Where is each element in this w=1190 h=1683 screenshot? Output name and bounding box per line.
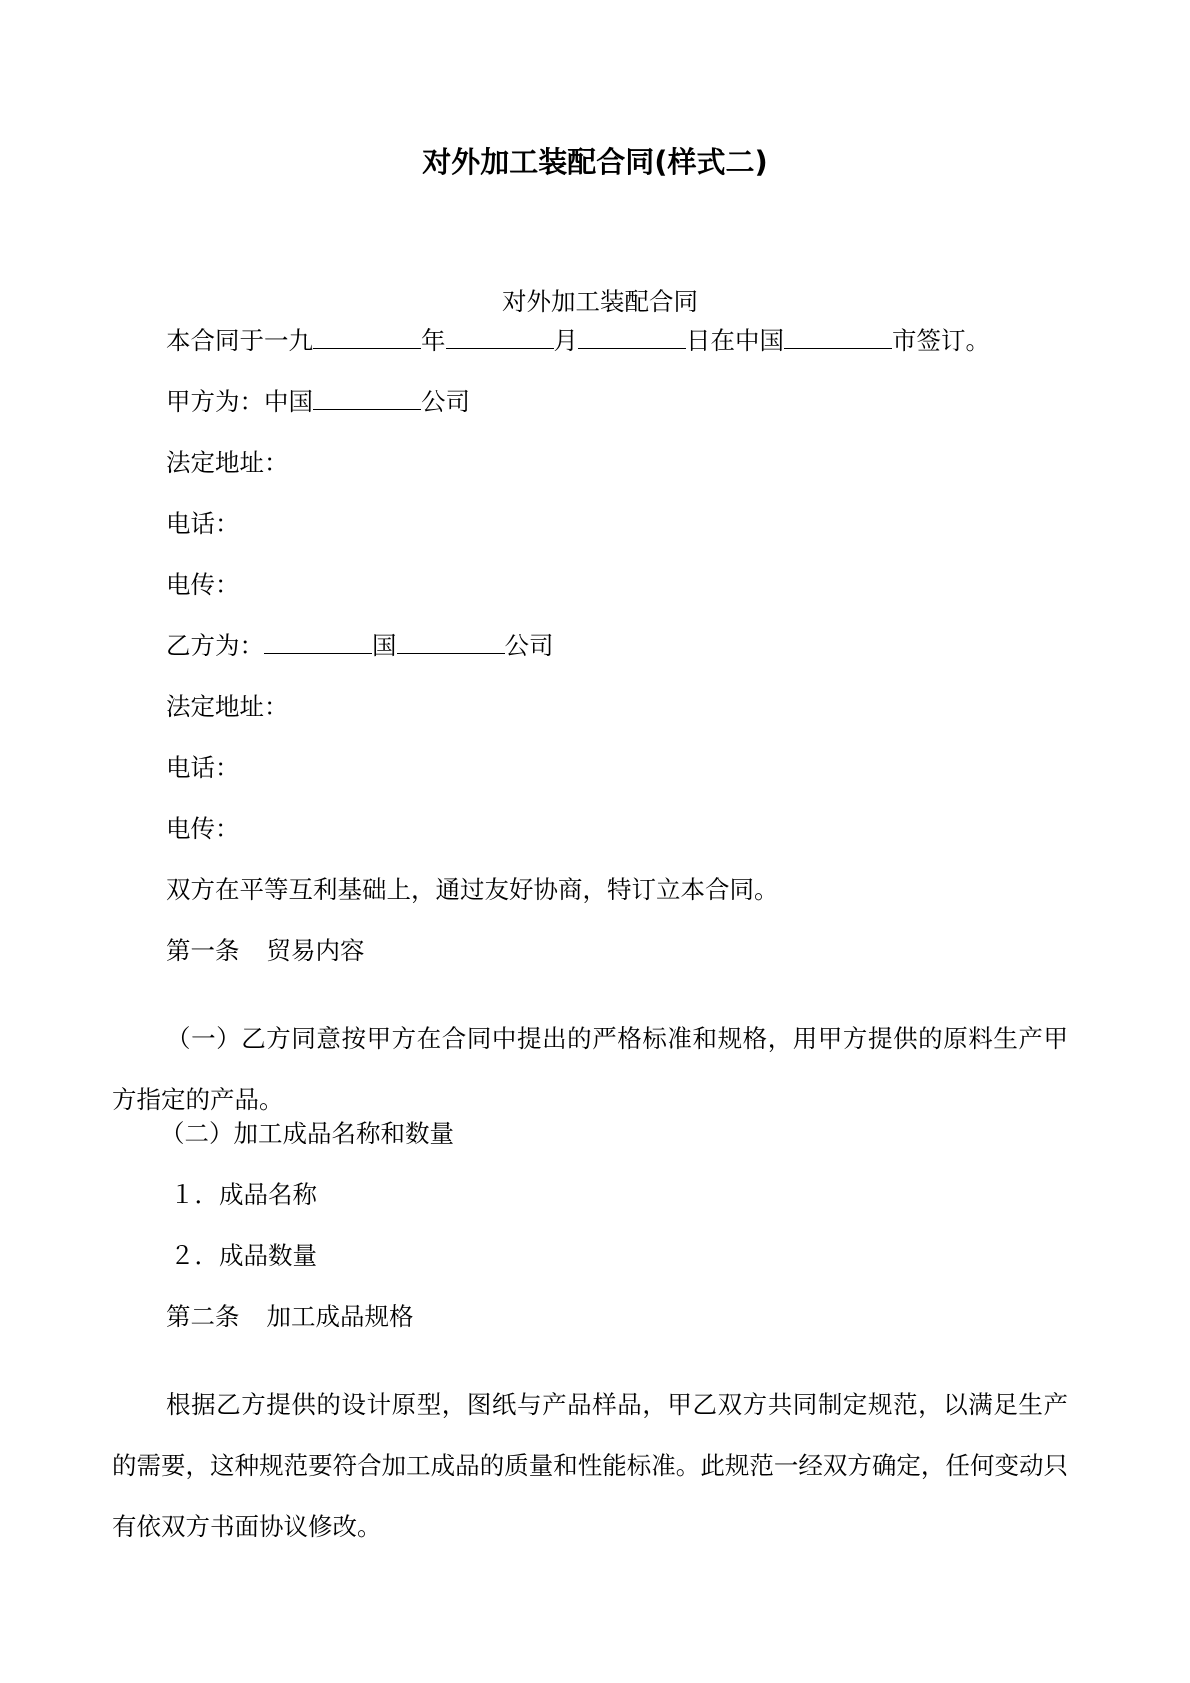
party-b-phone-label: 电话： xyxy=(166,753,240,782)
year-blank xyxy=(313,326,421,349)
party-a-name-blank xyxy=(313,387,421,410)
month-blank xyxy=(446,326,554,349)
signing-year: 年 xyxy=(421,326,446,355)
signing-prefix: 本合同于一九 xyxy=(166,326,313,355)
signing-month: 月 xyxy=(553,326,578,355)
party-b-prefix: 乙方为： xyxy=(166,631,264,660)
party-b-country-blank xyxy=(264,631,372,654)
party-b-name-line xyxy=(166,629,554,663)
party-b-address-label: 法定地址： xyxy=(166,692,289,721)
article-2-body: 根据乙方提供的设计原型，图纸与产品样品，甲乙双方共同制定规范，以满足生产的需要，这种规范要符合加工成品的质量和性能标准。此规范一经双方确定，任何变动只有依双方书面协议修改。 xyxy=(112,1390,1068,1541)
article-1-title: 贸易内容 xyxy=(266,936,365,965)
party-b-country-suffix: 国 xyxy=(372,631,397,660)
day-blank xyxy=(578,326,686,349)
city-blank xyxy=(784,326,892,349)
article-1-heading xyxy=(166,934,365,968)
party-b-suffix: 公司 xyxy=(504,631,554,660)
party-a-phone-label: 电话： xyxy=(166,509,240,538)
party-b-fax-label: 电传： xyxy=(166,814,240,843)
party-a-prefix: 甲方为：中国 xyxy=(166,387,313,416)
article-1-clause-1: （一）乙方同意按甲方在合同中提出的严格标准和规格，用甲方提供的原料生产甲方指定的产品。 xyxy=(112,1024,1068,1114)
article-1-number: 第一条 xyxy=(166,936,240,965)
article-2-number: 第二条 xyxy=(166,1302,240,1331)
article-2-title: 加工成品规格 xyxy=(266,1302,414,1331)
party-a-address-label: 法定地址： xyxy=(166,448,289,477)
party-a-suffix: 公司 xyxy=(421,387,470,416)
article-1-clause-2: （二）加工成品名称和数量 xyxy=(160,1119,454,1148)
signing-line xyxy=(166,324,990,358)
party-b-name-blank xyxy=(397,631,505,654)
article-2-heading xyxy=(166,1300,414,1334)
party-a-fax-label: 电传： xyxy=(166,570,240,599)
signing-suffix: 市签订。 xyxy=(892,326,990,355)
contract-subtitle: 对外加工装配合同 xyxy=(502,287,698,316)
signing-day-place: 日在中国 xyxy=(686,326,784,355)
article-1-item-1: １．成品名称 xyxy=(170,1180,317,1209)
preamble: 双方在平等互利基础上，通过友好协商，特订立本合同。 xyxy=(166,875,779,904)
article-1-item-2: ２．成品数量 xyxy=(170,1241,317,1270)
party-a-name-line xyxy=(166,385,470,419)
document-title: 对外加工装配合同(样式二) xyxy=(422,145,768,179)
